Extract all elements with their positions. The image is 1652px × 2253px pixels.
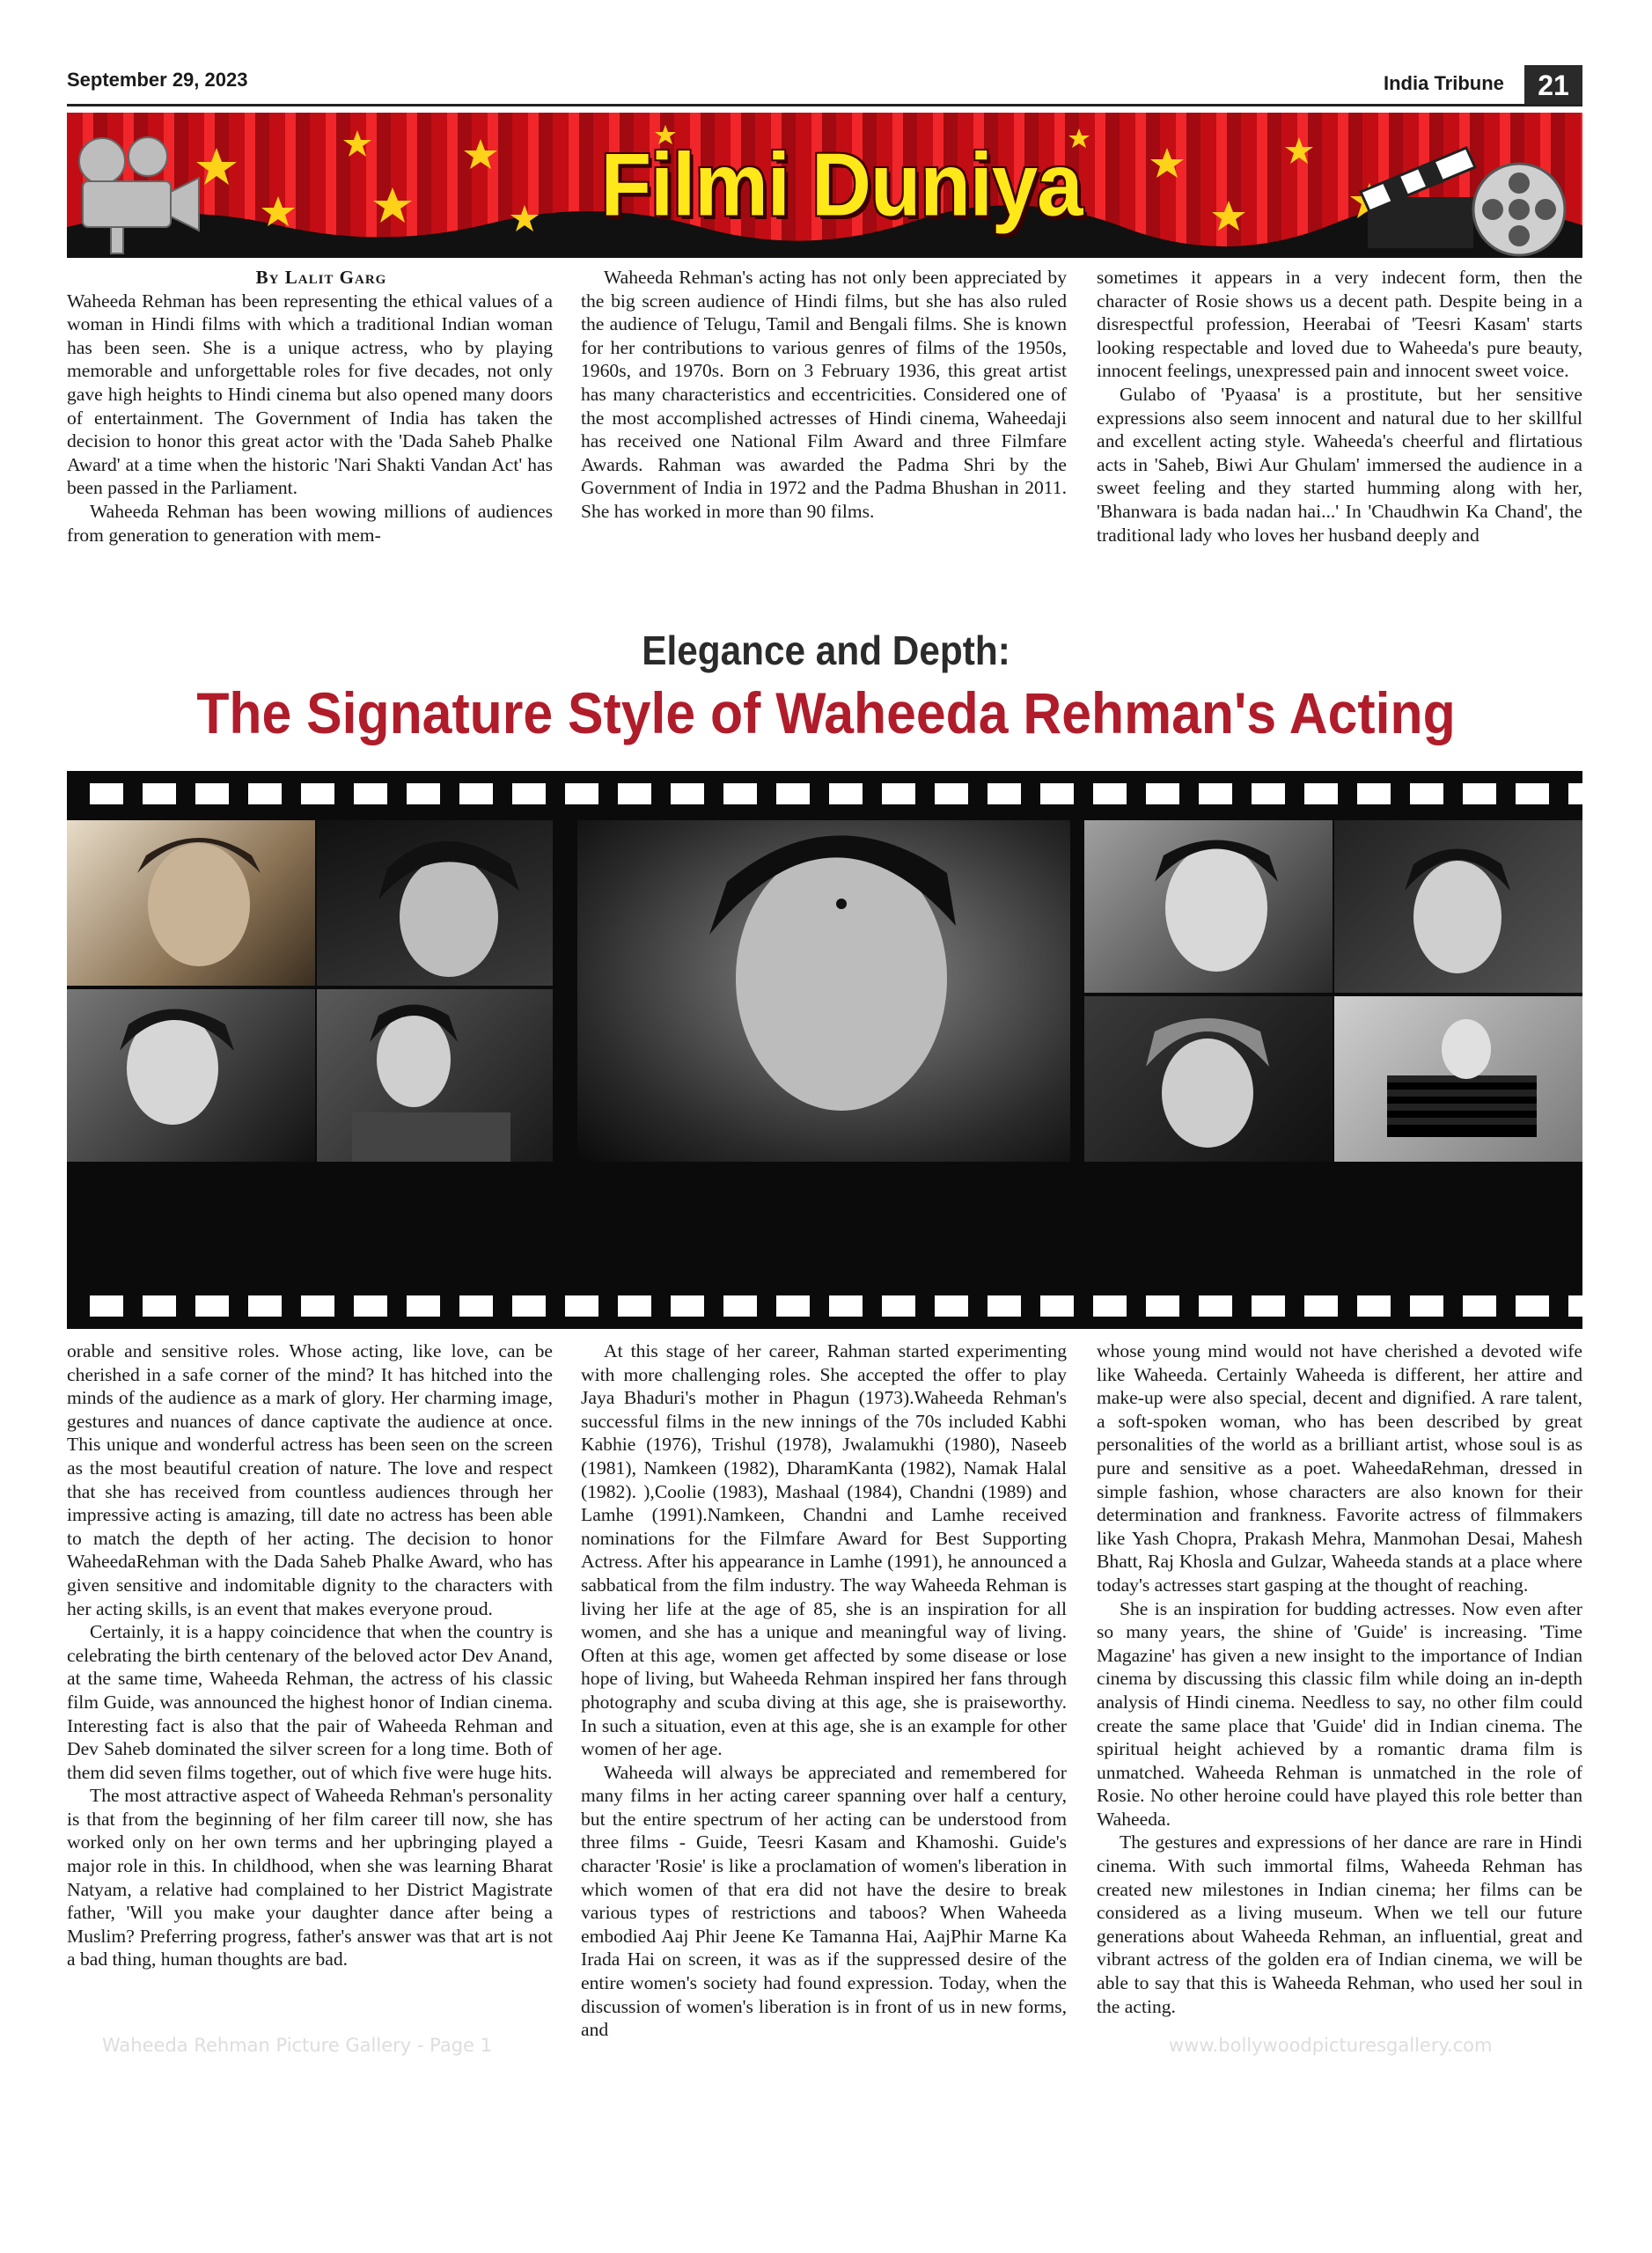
sprocket-hole bbox=[248, 783, 282, 804]
sprocket-hole bbox=[1463, 783, 1496, 804]
sprocket-hole bbox=[1040, 1295, 1074, 1317]
page-number: 21 bbox=[1524, 65, 1582, 106]
sprocket-hole bbox=[988, 1295, 1021, 1317]
sprocket-hole bbox=[565, 783, 598, 804]
sprocket-hole bbox=[1252, 1295, 1285, 1317]
sprocket-hole bbox=[935, 783, 968, 804]
film-reel-icon bbox=[1473, 164, 1565, 255]
sprocket-hole bbox=[618, 783, 651, 804]
gallery-caption-right: www.bollywoodpicturesgallery.com bbox=[1169, 2035, 1493, 2056]
paragraph: Certainly, it is a happy coincidence that when the country is celebrating the birth centenary of the beloved actor Dev Anand, at the same time, Waheeda Rehman, the actress of his classic film Guide, was announced the highest honor of Indian cinema. Interesting fact is also that the pair of Waheeda Rehman and Dev Saheb dominated the silver screen for a long time. Both of them did seven films together, out of which five were huge hits. bbox=[67, 1621, 553, 1783]
sprocket-hole bbox=[301, 1295, 334, 1317]
sprocket-hole bbox=[143, 783, 176, 804]
movie-camera-icon bbox=[79, 137, 199, 253]
sprocket-hole bbox=[1040, 783, 1074, 804]
section-title: Filmi Duniya bbox=[600, 134, 1083, 235]
headline: The Signature Style of Waheeda Rehman's Acting bbox=[196, 680, 1456, 745]
issue-date: September 29, 2023 bbox=[67, 69, 248, 91]
portrait-photo bbox=[1334, 820, 1582, 993]
paragraph: Waheeda Rehman's acting has not only been appreciated by the big screen audience of Hindi films, but she has also ruled the audience of Telugu, Tamil and Bengali films. She is known for her contributions to various genres of films of the 1950s, 1960s, and 1970s. Born on 3 February 1936, this great artist has many characteristics and eccentricities. Considered one of the most accomplished actresses of Hindi cinema, Waheedaji has received one National Film Award and three Filmfare Awards. Rahman was awarded the Padma Shri by the Government of India in 1972 and the Padma Bhushan in 2011. She has worked in more than 90 films. bbox=[581, 267, 1067, 522]
sprocket-hole bbox=[354, 783, 387, 804]
sprocket-hole bbox=[1516, 783, 1549, 804]
paragraph: orable and sensitive roles. Whose acting, like love, can be cherished in a safe corner of the mind? It has hitched into the minds of the audience as a mark of glory. Her charming image, gestures and nuances of dance captivate the audience at once. This unique and wonderful actress has been seen on the screen as the most beautiful creation of nature. The love and respect that she has received from countless audiences through her impressive acting is amazing, till date no actress has been able to match the depth of her acting. The decision to honor WaheedaRehman with the Dada Saheb Phalke Award, who has given sensitive and indomitable dignity to the characters with her acting skills, is an event that makes everyone proud. bbox=[67, 1340, 553, 1619]
column-1-bottom bbox=[67, 1339, 553, 1971]
sprocket-hole bbox=[90, 783, 123, 804]
column-3-top bbox=[1097, 266, 1582, 547]
gallery-caption-left: Waheeda Rehman Picture Gallery - Page 1 bbox=[102, 2035, 492, 2056]
sprocket-hole bbox=[935, 1295, 968, 1317]
main-portrait-photo bbox=[577, 820, 1070, 1162]
sprocket-hole bbox=[1199, 783, 1232, 804]
sprocket-hole bbox=[1410, 783, 1443, 804]
sprocket-hole bbox=[723, 783, 757, 804]
portrait-photo bbox=[317, 820, 553, 986]
headline-kicker: Elegance and Depth: bbox=[642, 627, 1010, 673]
publication-name: India Tribune bbox=[1384, 72, 1504, 94]
sprocket-hole bbox=[1093, 1295, 1127, 1317]
sprocket-hole bbox=[1410, 1295, 1443, 1317]
sprocket-hole bbox=[1252, 783, 1285, 804]
paragraph: Waheeda will always be appreciated and remembered for many films in her acting career spanning over half a century, but the entire spectrum of her acting can be understood from three films - Guide, Teesri Kasam and Khamoshi. Guide's character 'Rosie' is like a proclamation of women's liberation in which women of that era did not have the desire to break various types of restrictions and taboos? When Waheeda embodied Aaj Phir Jeene Ke Tamanna Hai, AajPhir Marne Ka Irada Hai on screen, it was as if the suppressed desire of the entire women's society had found expression. Today, when the discussion of women's liberation is in front of us in new forms, and bbox=[581, 1761, 1067, 2041]
sprocket-hole bbox=[1199, 1295, 1232, 1317]
sprocket-hole bbox=[459, 1295, 493, 1317]
sprocket-hole bbox=[1146, 1295, 1179, 1317]
sprocket-hole bbox=[1304, 1295, 1338, 1317]
column-2-bottom bbox=[581, 1339, 1067, 2042]
filmstrip-holes-bottom bbox=[67, 1283, 1582, 1329]
byline: By Lalit Garg bbox=[255, 267, 387, 288]
sprocket-hole bbox=[671, 783, 704, 804]
portrait-photo bbox=[1084, 820, 1333, 993]
sprocket-hole bbox=[829, 783, 863, 804]
sprocket-hole bbox=[248, 1295, 282, 1317]
clapperboard-icon bbox=[1361, 148, 1475, 248]
section-banner bbox=[67, 113, 1582, 258]
sprocket-hole bbox=[301, 783, 334, 804]
column-2-top bbox=[581, 266, 1067, 524]
paragraph: sometimes it appears in a very indecent form, then the character of Rosie shows us a decent path. Despite being in a disrespectful profession, Heerabai of 'Teesri Kasam' starts looking respectable and loved due to Waheeda's pure beauty, innocent feelings, unexpressed pain and innocent sweet voice. bbox=[1097, 267, 1582, 382]
sprocket-hole bbox=[776, 783, 810, 804]
sprocket-hole bbox=[1093, 783, 1127, 804]
sprocket-hole bbox=[1568, 783, 1582, 804]
filmstrip-holes-top bbox=[67, 771, 1582, 817]
paragraph: Gulabo of 'Pyaasa' is a prostitute, but her sensitive expressions also seem innocent and natural due to her skillful and excellent acting style. Waheeda's cheerful and flirtatious acts in 'Saheb, Biwi Aur Ghulam' immersed the audience in a sweet feeling and they started humming along with her, 'Bhanwara is bada nadan hai...' In 'Chaudhwin Ka Chand', the traditional lady who loves her husband deeply and bbox=[1097, 383, 1582, 546]
sprocket-hole bbox=[354, 1295, 387, 1317]
sprocket-hole bbox=[512, 1295, 546, 1317]
column-1-top bbox=[67, 266, 553, 547]
portrait-photo bbox=[67, 820, 315, 986]
sprocket-hole bbox=[882, 1295, 915, 1317]
sprocket-hole bbox=[143, 1295, 176, 1317]
sprocket-hole bbox=[776, 1295, 810, 1317]
sprocket-hole bbox=[1357, 783, 1391, 804]
sprocket-hole bbox=[1146, 783, 1179, 804]
paragraph: At this stage of her career, Rahman started experimenting with more challenging roles. She accepted the offer to play Jaya Bhaduri's mother in Phagun (1973).Waheeda Rehman's successful films in the new innings of the 70s included Kabhi Kabhie (1976), Trishul (1978), Jwalamukhi (1980), Naseeb (1981), Namkeen (1982), DharamKanta (1982), Namak Halal (1982). ),Coolie (1983), Mashaal (1984), Chandni (1989) and Lamhe (1991).Namkeen, Chandni and Lamhe received nominations for the Filmfare Award for Best Supporting Actress. After his appearance in Lamhe (1991), he announced a sabbatical from the film industry. The way Waheeda Rehman is living her life at the age of 85, she is an inspiration for all women, and she has a unique and meaningful way of living. Often at this age, women get affected by some disease or lose hope of living, but Waheeda Rehman inspired her fans through photography and scuba diving at this age, she is praiseworthy. In such a situation, even at this age, she is an example for other women of her age. bbox=[581, 1340, 1067, 1760]
paragraph: The gestures and expressions of her dance are rare in Hindi cinema. With such immortal films, Waheeda Rehman has created new milestones in Indian cinema; her films can be considered as a living museum. When we tell our future generations about Waheeda Rehman, an influential, great and vibrant actress of the golden era of Indian cinema, we will be able to say that this is Waheeda Rehman, who used her soul in the acting. bbox=[1097, 1831, 1582, 2017]
sprocket-hole bbox=[829, 1295, 863, 1317]
sprocket-hole bbox=[723, 1295, 757, 1317]
sprocket-hole bbox=[882, 783, 915, 804]
sprocket-hole bbox=[195, 1295, 229, 1317]
sprocket-hole bbox=[565, 1295, 598, 1317]
sprocket-hole bbox=[90, 1295, 123, 1317]
sprocket-hole bbox=[988, 783, 1021, 804]
paragraph: whose young mind would not have cherished a devoted wife like Waheeda. Certainly Waheeda is different, her attire and make-up were also special, decent and dignified. A rare talent, a soft-spoken woman, who has been described by great personalities of the world as a brilliant artist, whose soul is as pure and sensitive as a poet. WaheedaRehman, dressed in simple fashion, whose characters are also known for their determination and frankness. Favorite actress of filmmakers like Yash Chopra, Prakash Mehra, Manmohan Desai, Mahesh Bhatt, Raj Khosla and Gulzar, Waheeda stands at a place where today's actresses start gasping at the thought of reaching. bbox=[1097, 1340, 1582, 1596]
portrait-photo bbox=[1334, 996, 1582, 1162]
sprocket-hole bbox=[618, 1295, 651, 1317]
sprocket-hole bbox=[1516, 1295, 1549, 1317]
portrait-photo bbox=[67, 989, 315, 1162]
paragraph: Waheeda Rehman has been wowing millions of audiences from generation to generation with mem- bbox=[67, 500, 553, 546]
sprocket-hole bbox=[407, 783, 440, 804]
column-3-bottom bbox=[1097, 1339, 1582, 2018]
header-rule bbox=[67, 104, 1582, 106]
sprocket-hole bbox=[671, 1295, 704, 1317]
sprocket-hole bbox=[459, 783, 493, 804]
paragraph: Waheeda Rehman has been representing the ethical values of a woman in Hindi films with which a traditional Indian woman has been seen. She is a unique actress, who by playing memorable and unforgettable roles for five decades, not only gave high heights to Hindi cinema but also opened many doors of entertainment. The Government of India has taken the decision to honor this great actor with the 'Dada Saheb Phalke Award' at a time when the historic 'Nari Shakti Vandan Act' has been passed in the Parliament. bbox=[67, 290, 553, 499]
sprocket-hole bbox=[407, 1295, 440, 1317]
sprocket-hole bbox=[1357, 1295, 1391, 1317]
sprocket-hole bbox=[195, 783, 229, 804]
paragraph: She is an inspiration for budding actresses. Now even after so many years, the shine of 'Guide' is increasing. 'Time Magazine' has given a new insight to the importance of Indian cinema by discussing this classic film while doing an in-depth analysis of Hindi cinema. Needless to say, no other film could create the same place that 'Guide' did in Indian cinema. The spiritual height achieved by a romantic drama film is unmatched. Waheeda Rehman is unmatched in the role of Rosie. No other heroine could have played this role better than Waheeda. bbox=[1097, 1597, 1582, 1830]
sprocket-hole bbox=[1463, 1295, 1496, 1317]
portrait-photo bbox=[317, 989, 553, 1162]
portrait-photo bbox=[1084, 996, 1333, 1162]
paragraph: The most attractive aspect of Waheeda Rehman's personality is that from the beginning of her film career till now, she has worked only on her own terms and her upbringing played a major role in this. In childhood, when she was learning Bharat Natyam, a relative had complained to her District Magistrate father, 'Will you make your daughter dance after being a Muslim? Preferring progress, father's answer was that art is not a bad thing, human thoughts are bad. bbox=[67, 1785, 553, 1970]
sprocket-hole bbox=[512, 783, 546, 804]
sprocket-hole bbox=[1304, 783, 1338, 804]
sprocket-hole bbox=[1568, 1295, 1582, 1317]
